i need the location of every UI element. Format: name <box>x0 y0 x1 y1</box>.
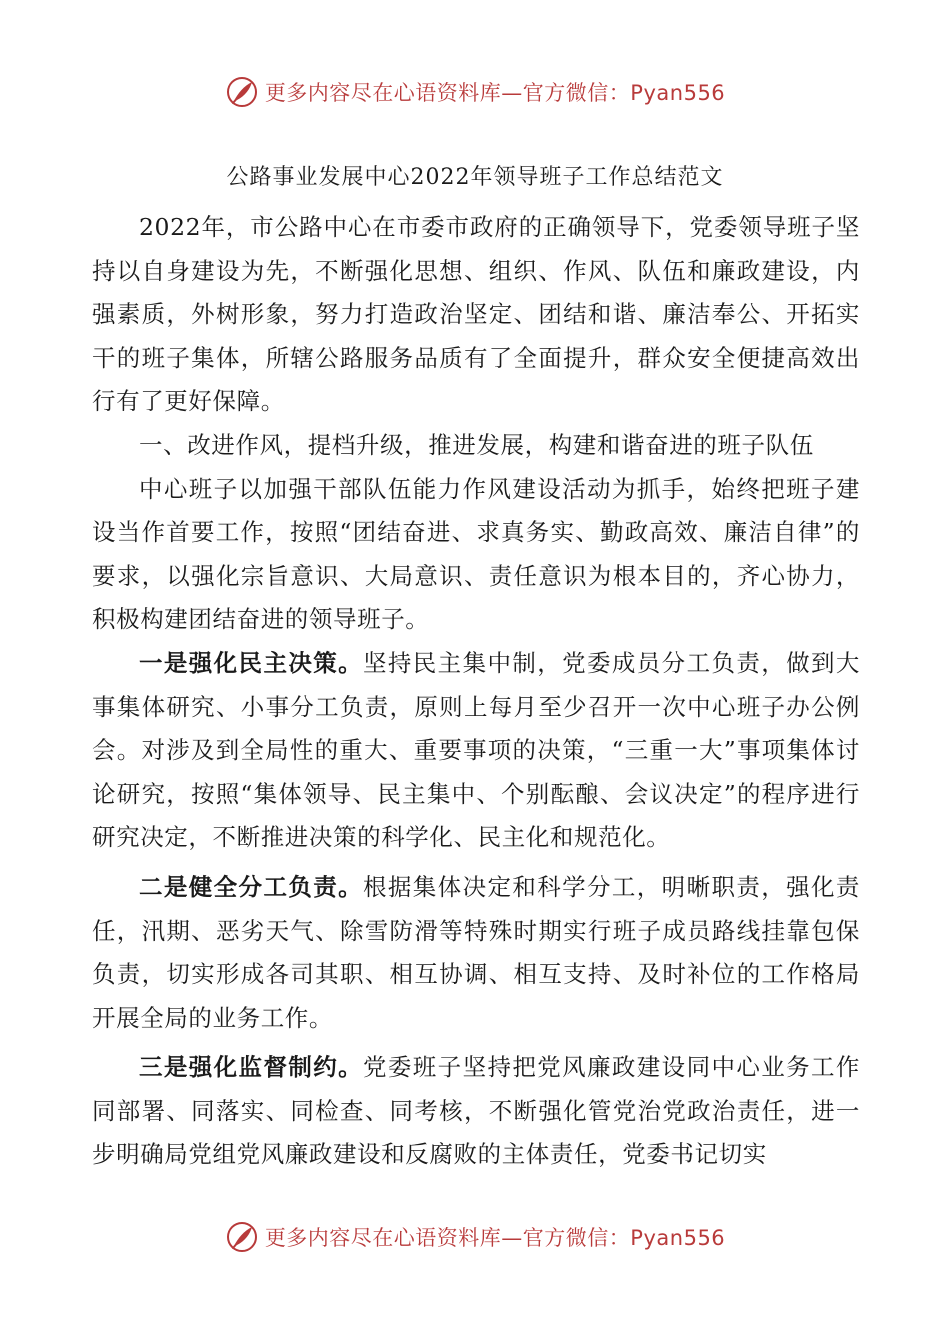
paragraph-text: 根据集体决定和科学分工，明晰职责，强化责任，汛期、恶劣天气、除雪防滑等特殊时期实行班子成员路线挂靠包保负责，切实形成各司其职、相互协调、相互支持、及时补位的工作格局开展全局的业务工作。 <box>92 872 861 1032</box>
section-heading <box>92 424 860 468</box>
feather-pen-icon <box>225 1220 259 1254</box>
paragraph-point-2 <box>92 866 860 1040</box>
paragraph-point-3 <box>92 1046 860 1177</box>
watermark-text: 更多内容尽在心语资料库—官方微信：Pyan556 <box>264 81 726 105</box>
paragraph-text: 中心班子以加强干部队伍能力作风建设活动为抓手，始终把班子建设当作首要工作，按照“团结奋进、求真务实、勤政高效、廉洁自律”的要求，以强化宗旨意识、大局意识、责任意识为根本目的，齐心协力，积极构建团结奋进的领导班子。 <box>92 474 860 634</box>
paragraph-text: 2022年，市公路中心在市委市政府的正确领导下，党委领导班子坚持以自身建设为先，不断强化思想、组织、作风、队伍和廉政建设，内强素质，外树形象，努力打造政治坚定、团结和谐、廉洁奉公、开拓实干的班子集体，所辖公路服务品质有了全面提升，群众安全便捷高效出行有了更好保障。 <box>92 213 860 416</box>
point-lead: 二是健全分工负责。 <box>139 872 364 901</box>
paragraph-text: 坚持民主集中制，党委成员分工负责，做到大事集体研究、小事分工负责，原则上每月至少召开一次中心班子办公例会。对涉及到全局性的重大、重要事项的决策，“三重一大”事项集体讨论研究，按照“集体领导、民主集中、个别酝酿、会议决定”的程序进行研究决定，不断推进决策的科学化、民主化和规范化。 <box>92 648 861 852</box>
paragraph-point-1 <box>92 642 860 860</box>
document-title: 公路事业发展中心2022年领导班子工作总结范文 <box>226 165 724 190</box>
watermark-text: 更多内容尽在心语资料库—官方微信：Pyan556 <box>264 1226 726 1250</box>
paragraph-text: 一、改进作风，提档升级，推进发展，构建和谐奋进的班子队伍 <box>139 430 814 459</box>
watermark-banner-bottom <box>0 1217 950 1257</box>
document-body <box>92 206 860 1177</box>
watermark-banner-top <box>0 72 950 112</box>
point-lead: 三是强化监督制约。 <box>139 1053 364 1082</box>
feather-pen-icon <box>225 75 259 109</box>
point-lead: 一是强化民主决策。 <box>139 648 364 677</box>
paragraph-body <box>92 468 860 642</box>
paragraph-intro <box>92 206 860 424</box>
paragraph-text: 党委班子坚持把党风廉政建设同中心业务工作同部署、同落实、同检查、同考核，不断强化管党治党政治责任，进一步明确局党组党风廉政建设和反腐败的主体责任，党委书记切实 <box>92 1053 861 1169</box>
